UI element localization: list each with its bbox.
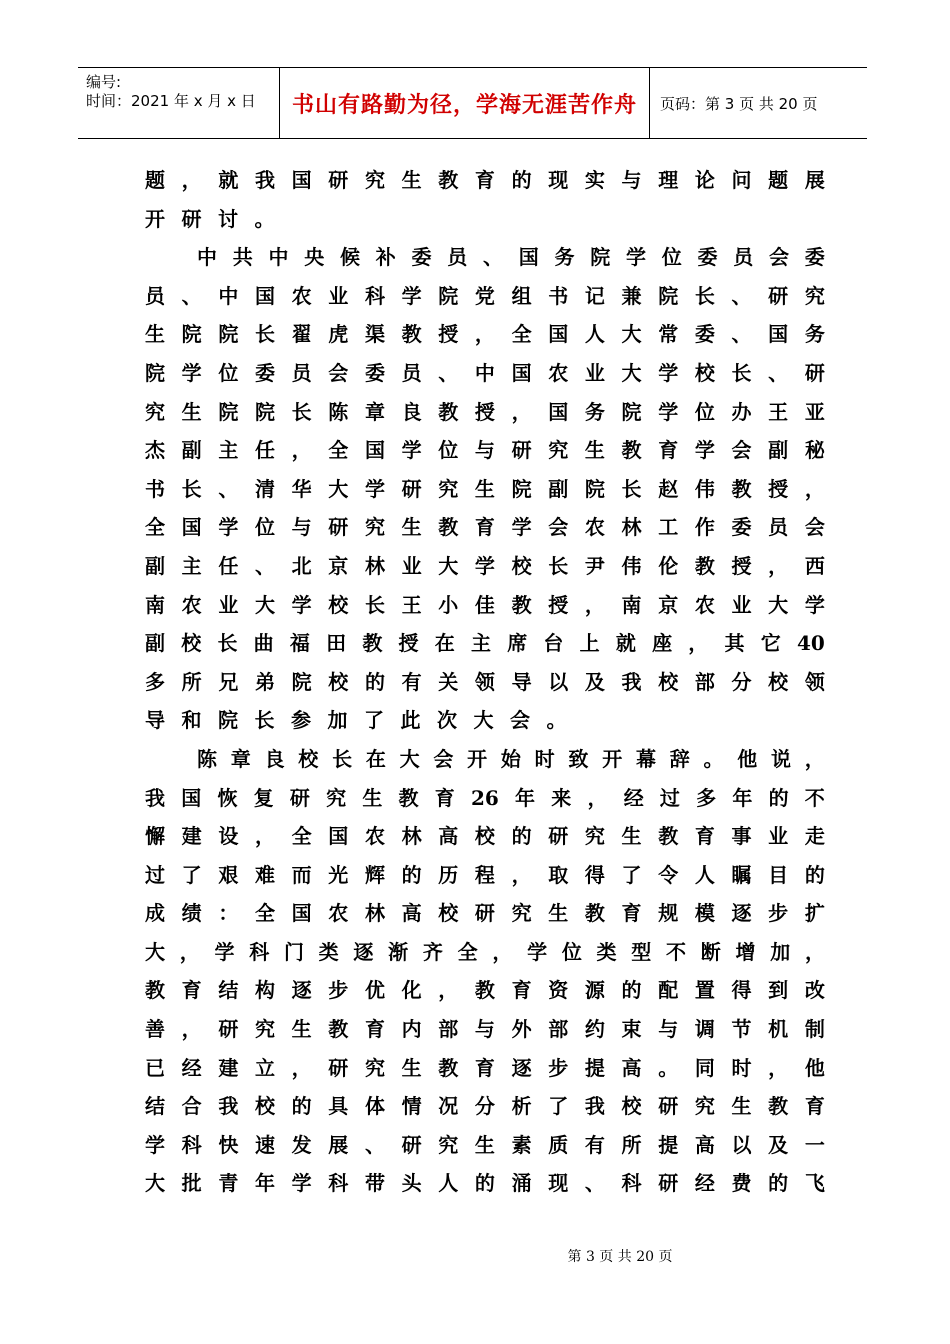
body-line: 结 合 我 校 的 具 体 情 况 分 析 了 我 校 研 究 生 教 育 (145, 1094, 825, 1119)
body-line: 究 生 院 院 长 陈 章 良 教 授 ， 国 务 院 学 位 办 王 亚 (145, 399, 825, 424)
header-page-cell (650, 68, 867, 138)
body-line: 生 院 院 长 翟 虎 渠 教 授 ， 全 国 人 大 常 委 、 国 务 (145, 322, 825, 347)
document-number-label: 编号: (86, 73, 122, 91)
body-line: 学 科 快 速 发 展 、 研 究 生 素 质 有 所 提 高 以 及 一 (145, 1132, 825, 1157)
body-line: 南 农 业 大 学 校 长 王 小 佳 教 授 ， 南 京 农 业 大 学 (145, 592, 825, 617)
body-line: 杰 副 主 任 ， 全 国 学 位 与 研 究 生 教 育 学 会 副 秘 (145, 438, 825, 463)
body-line: 题 ， 就 我 国 研 究 生 教 育 的 现 实 与 理 论 问 题 展 (145, 168, 825, 192)
document-body (145, 161, 825, 1203)
body-line: 员 、 中 国 农 业 科 学 院 党 组 书 记 兼 院 长 、 研 究 (145, 283, 825, 308)
document-time-label: 时间：2021 年 x 月 x 日 (86, 92, 256, 110)
body-line: 陈 章 良 校 长 在 大 会 开 始 时 致 开 幕 辞 。 他 说 ， (197, 746, 825, 771)
body-line: 大 批 青 年 学 科 带 头 人 的 涌 现 、 科 研 经 费 的 飞 (145, 1171, 825, 1196)
header-meta-cell (78, 68, 280, 138)
body-line: 多 所 兄 弟 院 校 的 有 关 领 导 以 及 我 校 部 分 校 领 (145, 669, 825, 694)
body-line: 院 学 位 委 员 会 委 员 、 中 国 农 业 大 学 校 长 、 研 (145, 360, 825, 385)
body-line: 全 国 学 位 与 研 究 生 教 育 学 会 农 林 工 作 委 员 会 (145, 515, 825, 540)
body-line: 中 共 中 央 候 补 委 员 、 国 务 院 学 位 委 员 会 委 (197, 245, 825, 270)
page-footer (0, 1246, 950, 1266)
header-page-info: 页码：第 3 页 共 20 页 (660, 94, 818, 113)
header-motto-cell (280, 68, 650, 138)
footer-page-label: 第 3 页 共 20 页 (567, 1249, 673, 1265)
body-line: 副 主 任 、 北 京 林 业 大 学 校 长 尹 伟 伦 教 授 ， 西 (145, 553, 825, 578)
body-line: 我 国 恢 复 研 究 生 教 育 26 年 来 ， 经 过 多 年 的 不 (145, 785, 825, 810)
body-line: 导 和 院 长 参 加 了 此 次 大 会 。 (145, 708, 567, 733)
body-line: 开 研 讨 。 (145, 206, 275, 231)
body-line: 大 ， 学 科 门 类 逐 渐 齐 全 ， 学 位 类 型 不 断 增 加 ， (145, 939, 825, 964)
body-line: 副 校 长 曲 福 田 教 授 在 主 席 台 上 就 座 ， 其 它 40 (145, 631, 825, 656)
body-line: 成 绩 ： 全 国 农 林 高 校 研 究 生 教 育 规 模 逐 步 扩 (145, 901, 825, 926)
body-line: 书 长 、 清 华 大 学 研 究 生 院 副 院 长 赵 伟 教 授 ， (145, 476, 825, 501)
body-line: 过 了 艰 难 而 光 辉 的 历 程 ， 取 得 了 令 人 瞩 目 的 (145, 862, 825, 887)
document-header (78, 67, 867, 139)
header-motto: 书山有路勤为径，学海无涯苦作舟 (291, 91, 637, 118)
body-line: 善 ， 研 究 生 教 育 内 部 与 外 部 约 束 与 调 节 机 制 (145, 1017, 825, 1042)
body-line: 教 育 结 构 逐 步 优 化 ， 教 育 资 源 的 配 置 得 到 改 (145, 978, 825, 1003)
body-line: 懈 建 设 ， 全 国 农 林 高 校 的 研 究 生 教 育 事 业 走 (145, 824, 825, 849)
body-line: 已 经 建 立 ， 研 究 生 教 育 逐 步 提 高 。 同 时 ， 他 (145, 1055, 825, 1080)
